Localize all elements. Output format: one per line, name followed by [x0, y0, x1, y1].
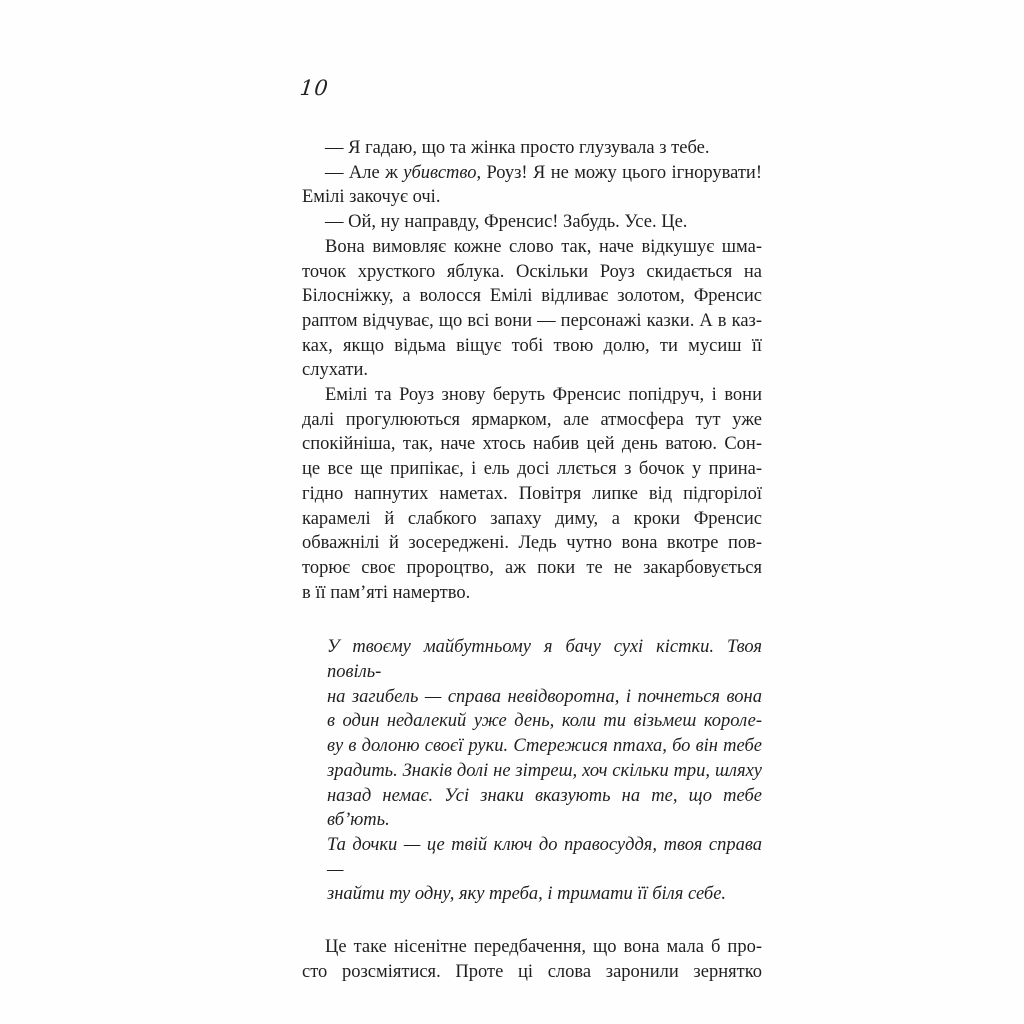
- text-line: раптом відчуває, що всі вони — персонажі казки. А в каз-: [302, 310, 762, 331]
- page-number: 10: [298, 76, 330, 100]
- narrative-2: [302, 383, 762, 605]
- dialogue-2: [302, 161, 762, 210]
- emphasized-word: убивство: [403, 162, 477, 183]
- text-line: на загибель — справа невідворотна, і почнеться вона: [327, 686, 762, 707]
- dialogue-1: [302, 136, 762, 161]
- text-line: — Ой, ну направду, Френсис! Забудь. Усе. Це.: [325, 212, 688, 233]
- text-line: — Я гадаю, що та жінка просто глузувала з тебе.: [325, 138, 710, 158]
- text-line: точок хрусткого яблука. Оскільки Роуз скидається на: [302, 261, 762, 282]
- text-line: Це таке нісенітне передбачення, що вона мала б про-: [325, 937, 762, 958]
- narrative-3: [302, 935, 762, 984]
- text-line: Емілі закочує очі.: [302, 187, 441, 208]
- text-line: обважнілі й зосереджені. Ледь чутно вона вкотре пов-: [302, 533, 762, 554]
- text-line: Білосніжку, а волосся Емілі відливає золотом, Френсис: [302, 286, 762, 307]
- text-line: карамелі й слабкого запаху диму, а кроки Френсис: [302, 508, 762, 529]
- dialogue-3: [302, 210, 762, 235]
- text-line: назад немає. Усі знаки вказують на те, що тебе вб’ють.: [327, 785, 762, 831]
- text-line: — Але ж убивство, Роуз! Я не можу цього ігнорувати!: [325, 162, 762, 183]
- text-line: Та дочки — це твій ключ до правосуддя, твоя справа —: [327, 834, 762, 880]
- text-line: У твоєму майбутньому я бачу сухі кістки. Твоя повіль-: [327, 637, 762, 683]
- text-line: Вона вимовляє кожне слово так, наче відкушує шма-: [325, 236, 762, 257]
- text-line: ках, якщо відьма віщує тобі твою долю, ти мусиш її: [302, 335, 762, 356]
- text-line: ву в долоню своєї руки. Стережися птаха, бо він тебе: [327, 736, 762, 757]
- text-line: гідно напнутих наметах. Повітря липке від підгорілої: [302, 483, 762, 504]
- text-line: слухати.: [302, 360, 369, 381]
- text-line: знайти ту одну, яку треба, і тримати її біля себе.: [327, 884, 727, 905]
- text-line: в її пам’яті намертво.: [302, 582, 471, 603]
- text-line: в один недалекий уже день, коли ти візьмеш короле-: [327, 711, 762, 732]
- text-line: зрадить. Знаків долі не зітреш, хоч скільки три, шляху: [327, 760, 762, 781]
- narrative-1: [302, 235, 762, 383]
- text-line: спокійніша, так, наче хтось набив цей день ватою. Сон-: [302, 434, 762, 455]
- text-line: це все ще припікає, і ель досі ллється з бочок у прина-: [302, 459, 762, 480]
- text-line: сто розсміятися. Проте ці слова заронили зернятко: [302, 961, 762, 982]
- prophecy-quote: [327, 635, 762, 907]
- text-line: торює своє пророцтво, аж поки те не закарбовується: [302, 557, 762, 578]
- text-line: Емілі та Роуз знову беруть Френсис попідруч, і вони: [325, 385, 762, 406]
- text-line: далі прогулюються ярмарком, але атмосфера тут уже: [302, 409, 762, 430]
- text-block: [302, 136, 762, 985]
